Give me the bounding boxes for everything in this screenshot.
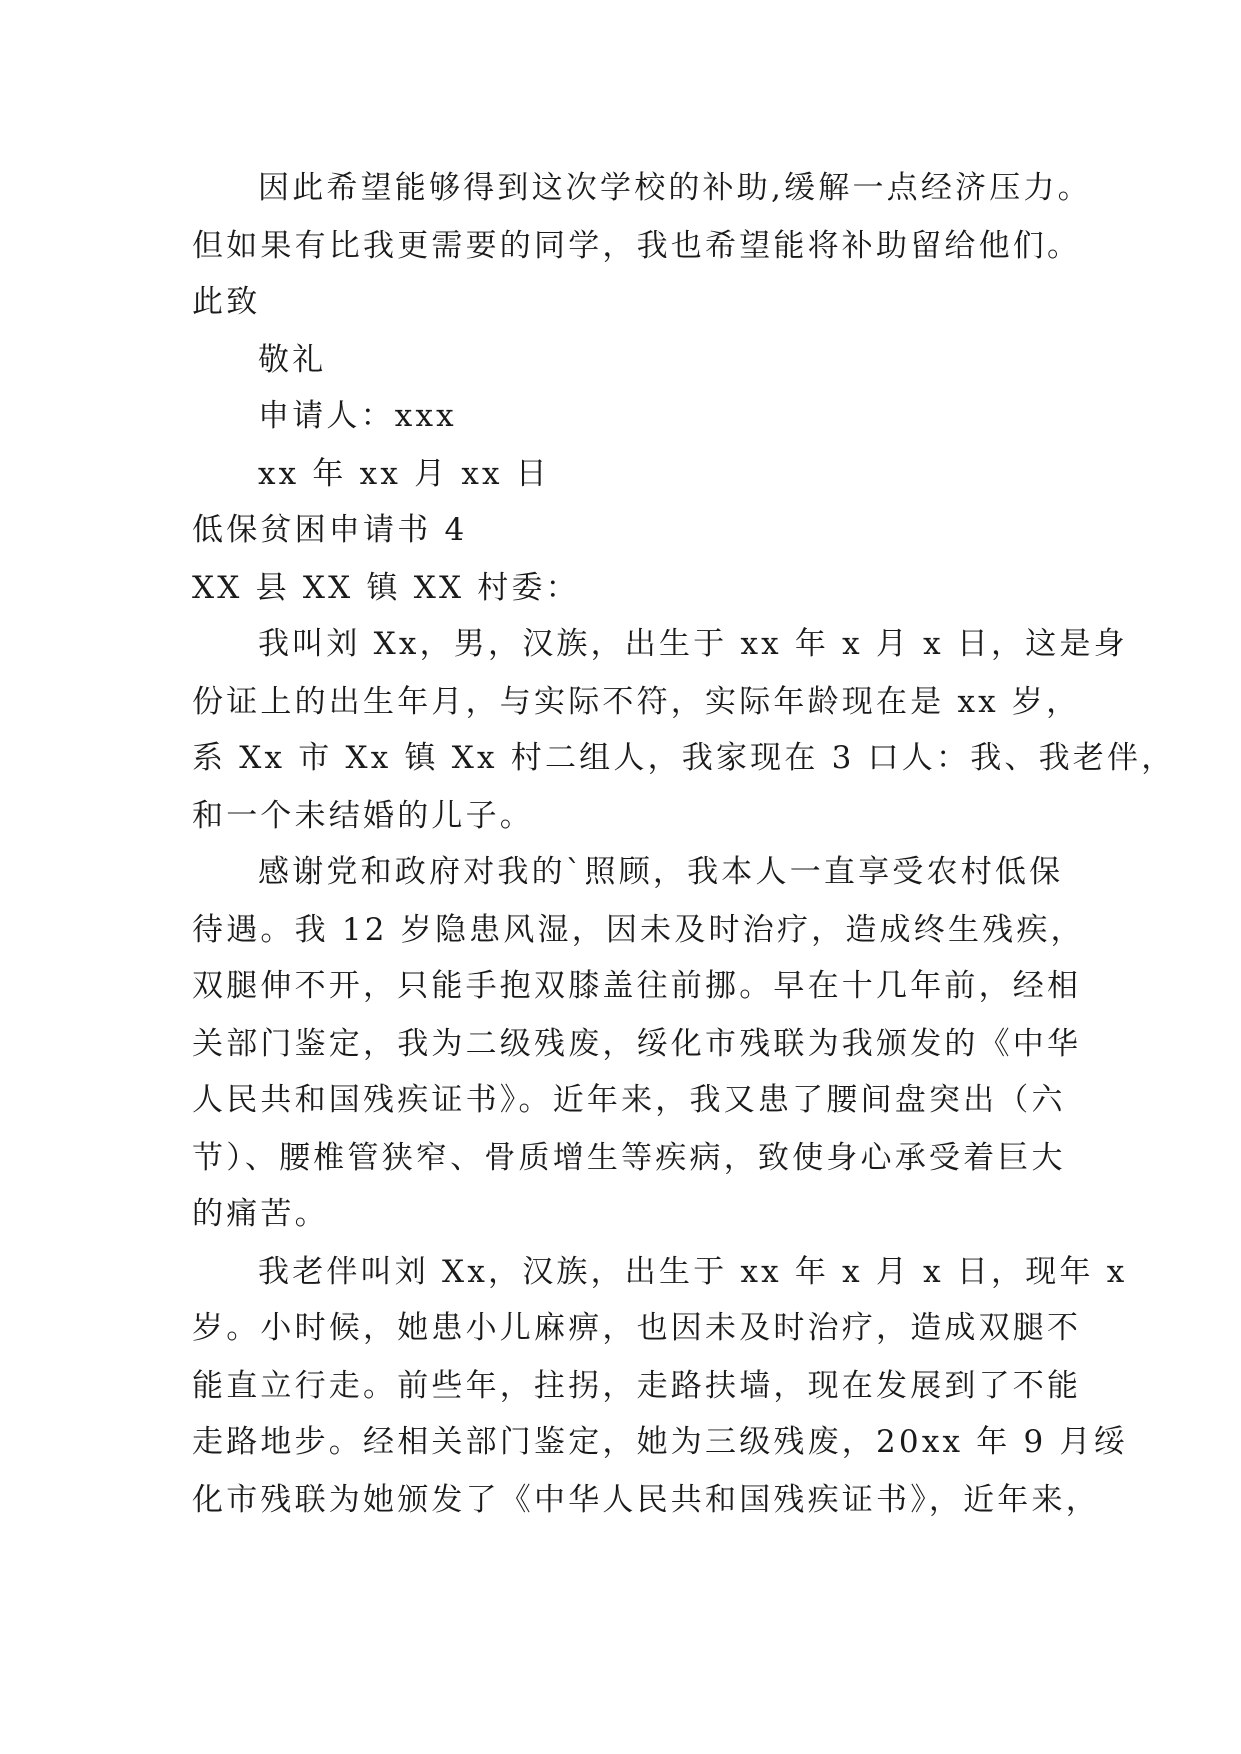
paragraph-line: 关部门鉴定，我为二级残废，绥化市残联为我颁发的《中华: [192, 1026, 1082, 1062]
paragraph-line: 份证上的出生年月，与实际不符，实际年龄现在是 xx 岁，: [192, 684, 1081, 720]
applicant-signature: 申请人：xxx: [258, 398, 457, 434]
paragraph-line: 岁。小时候，她患小儿麻痹，也因未及时治疗，造成双腿不: [192, 1310, 1082, 1346]
recipient-line: XX 县 XX 镇 XX 村委：: [192, 570, 580, 606]
paragraph-line: 双腿伸不开，只能手抱双膝盖往前挪。早在十几年前，经相: [192, 968, 1082, 1004]
paragraph-line: 我叫刘 Xx，男，汉族，出生于 xx 年 x 月 x 日，这是身: [258, 626, 1128, 662]
date-line: xx 年 xx 月 xx 日: [258, 456, 550, 492]
paragraph-line: 我老伴叫刘 Xx，汉族，出生于 xx 年 x 月 x 日，现年 x: [258, 1254, 1128, 1290]
paragraph-line: 化市残联为她颁发了《中华人民共和国残疾证书》，近年来，: [192, 1482, 1100, 1518]
paragraph-line: 感谢党和政府对我的`照顾，我本人一直享受农村低保: [258, 854, 1064, 890]
paragraph-line: 系 Xx 市 Xx 镇 Xx 村二组人，我家现在 3 口人：我、我老伴，: [192, 740, 1176, 776]
paragraph-line: 走路地步。经相关部门鉴定，她为三级残废，20xx 年 9 月绥: [192, 1424, 1128, 1460]
paragraph-line: 和一个未结婚的儿子。: [192, 798, 534, 834]
paragraph-line: 节）、腰椎管狭窄、骨质增生等疾病，致使身心承受着巨大: [192, 1140, 1066, 1176]
paragraph-line: 但如果有比我更需要的同学，我也希望能将补助留给他们。: [192, 228, 1082, 264]
paragraph-line: 的痛苦。: [192, 1196, 329, 1232]
paragraph-line: 能直立行走。前些年，拄拐，走路扶墙，现在发展到了不能: [192, 1368, 1082, 1404]
section-title: 低保贫困申请书 4: [192, 512, 468, 548]
paragraph-line: 人民共和国残疾证书》。近年来，我又患了腰间盘突出（六: [192, 1082, 1066, 1118]
closing-text: 此致: [192, 284, 261, 320]
paragraph-line: 因此希望能够得到这次学校的补助,缓解一点经济压力。: [258, 170, 1092, 206]
paragraph-line: 待遇。我 12 岁隐患风湿，因未及时治疗，造成终生残疾，: [192, 912, 1085, 948]
salutation-text: 敬礼: [258, 342, 327, 378]
